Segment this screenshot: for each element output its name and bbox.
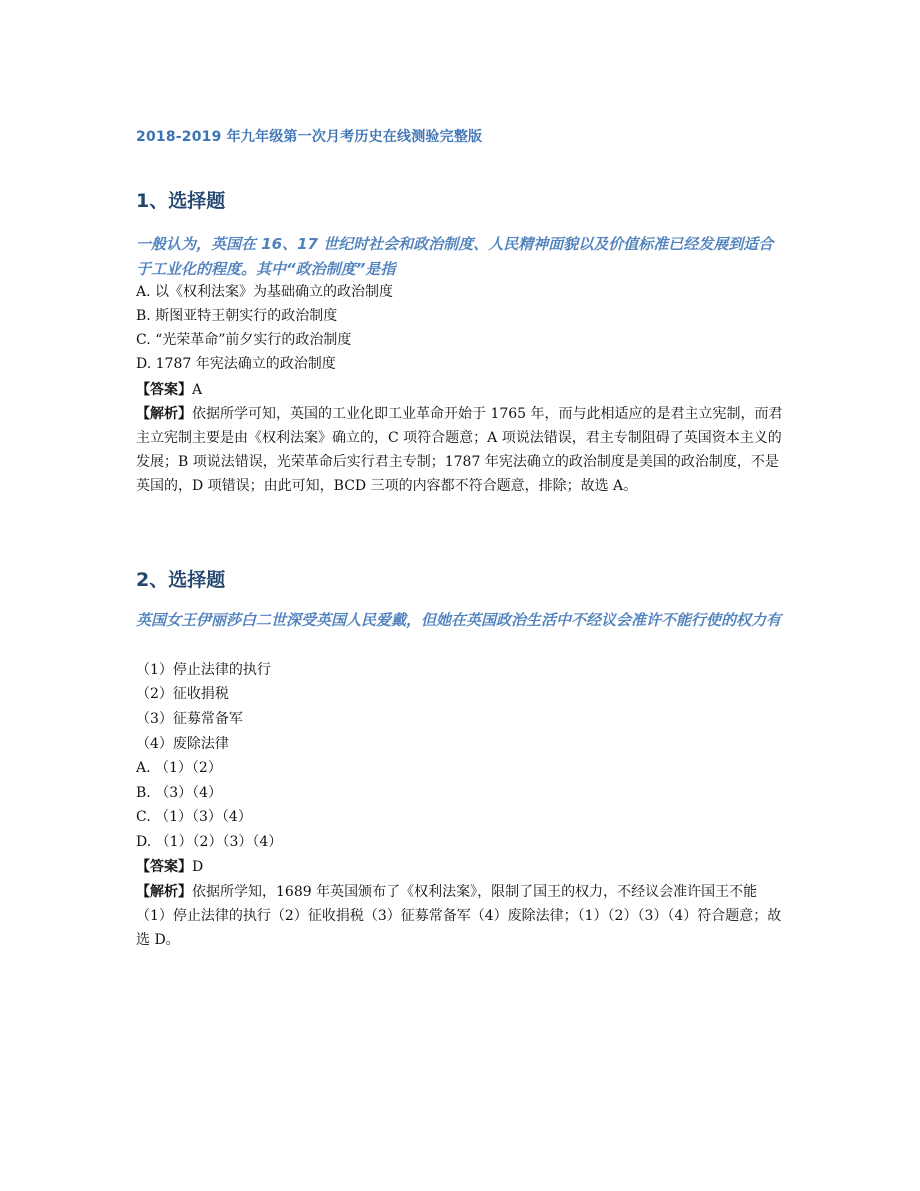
question-2-analysis [136,880,786,952]
question-1-option-a: A. 以《权利法案》为基础确立的政治制度 [136,284,394,300]
question-2-option-c: C. （1）（3）（4） [136,809,252,825]
question-1-answer [136,378,202,402]
question-2-answer [136,855,203,879]
analysis-text: 依据所学知，1689 年英国颁布了《权利法案》，限制了国王的权力，不经议会准许国王不能（1）停止法律的执行（2）征收捐税（3）征募常备军（4）废除法律；（1）（2）（3）（4）符合题意；故选 D。 [136,884,782,948]
question-2-option-b: B. （3）（4） [136,785,223,801]
question-1-option-c: C. “光荣革命”前夕实行的政治制度 [136,332,352,348]
answer-value: A [192,382,203,398]
question-2-heading: 2、选择题 [136,569,226,591]
analysis-label: 【解析】 [136,884,192,900]
question-1-option-d: D. 1787 年宪法确立的政治制度 [136,356,336,372]
question-2-item-1: （1）停止法律的执行 [136,662,271,678]
analysis-text: 依据所学可知，英国的工业化即工业革命开始于 1765 年，而与此相适应的是君主立宪制，而君主立宪制主要是由《权利法案》确立的，C 项符合题意；A 项说法错误，君主专制阻碍了英国资本主义的发展；B 项说法错误，光荣革命后实行君主专制；1787 年宪法确立的政治制度是美国的政治制度，不是英国的，D 项错误；由此可知，BCD 三项的内容都不符合题意，排除；故选 A。 [136,406,783,494]
question-1-analysis [136,402,786,498]
analysis-label: 【解析】 [136,406,192,422]
answer-value: D [192,859,204,875]
question-2-option-a: A. （1）（2） [136,760,222,776]
document-title: 2018-2019 年九年级第一次月考历史在线测验完整版 [136,129,483,145]
question-1-heading: 1、选择题 [136,190,226,212]
question-2-stem: 英国女王伊丽莎白二世深受英国人民爱戴，但她在英国政治生活中不经议会准许不能行使的权力有 [136,611,782,629]
question-2-item-2: （2）征收捐税 [136,686,229,702]
answer-label: 【答案】 [136,382,192,398]
question-2-item-4: （4）废除法律 [136,736,229,752]
question-1-option-b: B. 斯图亚特王朝实行的政治制度 [136,308,338,324]
question-2-option-d: D. （1）（2）（3）（4） [136,834,283,850]
question-1-stem: 一般认为，英国在 16、17 世纪时社会和政治制度、人民精神面貌以及价值标准已经发展到适合于工业化的程度。其中“政治制度”是指 [136,235,774,278]
question-2-item-3: （3）征募常备军 [136,711,243,727]
answer-label: 【答案】 [136,859,192,875]
